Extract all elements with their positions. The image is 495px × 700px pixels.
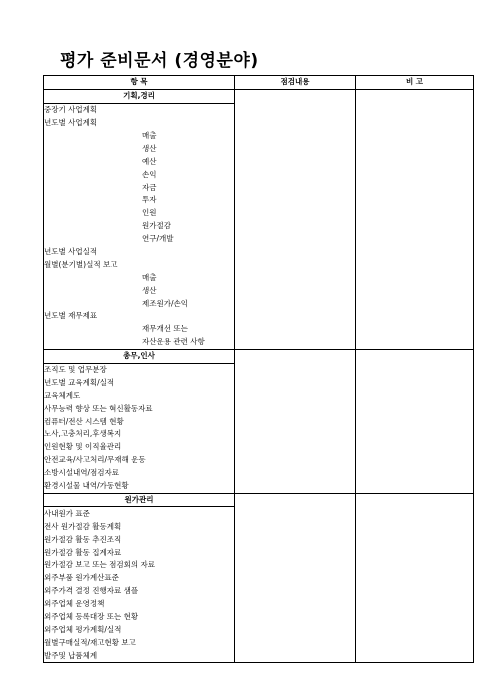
item-label: 원가절감 활동 추진조직 [44, 533, 235, 546]
page-title: 평가 준비문서 (경영분야) [60, 51, 259, 71]
sub-item-label: 손익 [44, 168, 235, 181]
item-label: 중장기 사업계획 [44, 103, 235, 116]
sub-item-label: 연구/개발 [44, 233, 235, 246]
section-header-row [44, 349, 474, 363]
item-label: 년도별 사업실적 [44, 246, 235, 259]
item-label: 외주업체 등록대장 또는 현황 [44, 611, 235, 624]
sub-item-label: 예산 [44, 155, 235, 168]
column-header-item: 항 목 [44, 76, 235, 90]
item-label: 교육체계도 [44, 389, 235, 402]
item-label: 환경시설물 내역/가동현황 [44, 480, 235, 493]
item-label: 월별(분기별)실적 보고 [44, 258, 235, 271]
check-cell [235, 349, 356, 493]
item-label: 년도별 사업계획 [44, 117, 235, 130]
section-header-row [44, 493, 474, 507]
check-cell [235, 89, 356, 349]
item-label: 인원현황 및 이직율관리 [44, 441, 235, 454]
item-label: 원가절감 보고 또는 점검회의 자료 [44, 559, 235, 572]
section-title: 총무,인사 [44, 349, 235, 363]
section-title: 기획,경리 [44, 89, 235, 103]
item-label: 외주업체 운영정책 [44, 598, 235, 611]
item-label: 외주가격 결정 진행자료 샘플 [44, 585, 235, 598]
section-header-row [44, 89, 474, 103]
item-label: 외주부품 원가계산표준 [44, 572, 235, 585]
sub-item-label: 생산 [44, 142, 235, 155]
item-label: 외주업체 평가계획/실적 [44, 623, 235, 636]
section-title: 원가관리 [44, 493, 235, 507]
table-body [44, 89, 474, 662]
item-label: 년도별 재무제표 [44, 310, 235, 323]
sub-item-label: 자금 [44, 181, 235, 194]
item-label: 사무능력 향상 또는 혁신활동자료 [44, 402, 235, 415]
item-label: 발주및 납품체계 [44, 649, 235, 662]
column-header-check: 점검내용 [235, 76, 356, 90]
header-row [44, 76, 474, 90]
sub-item-label: 자산운용 관련 사항 [44, 336, 235, 349]
sub-item-label: 원가절감 [44, 220, 235, 233]
item-label: 안전교육/사고처리/무재해 운동 [44, 454, 235, 467]
item-label: 년도별 교육계획/실적 [44, 376, 235, 389]
item-label: 전사 원가절감 활동계획 [44, 520, 235, 533]
sub-item-label: 매출 [44, 130, 235, 143]
note-cell [356, 349, 474, 493]
note-cell [356, 493, 474, 663]
sub-item-label: 재무개선 또는 [44, 323, 235, 336]
item-label: 사내원가 표준 [44, 507, 235, 520]
item-label: 원가절감 활동 집계자료 [44, 546, 235, 559]
sub-item-label: 인원 [44, 207, 235, 220]
check-cell [235, 493, 356, 663]
evaluation-table [43, 75, 474, 663]
note-cell [356, 89, 474, 349]
column-header-note: 비 고 [356, 76, 474, 90]
item-label: 소방시설내역/점검자료 [44, 467, 235, 480]
sub-item-label: 제조원가/손익 [44, 297, 235, 310]
sub-item-label: 생산 [44, 284, 235, 297]
item-label: 조직도 및 업무분장 [44, 363, 235, 376]
item-label: 노사,고충처리,후생복지 [44, 428, 235, 441]
sub-item-label: 매출 [44, 271, 235, 284]
item-label: 월별구매실적/재고현황 보고 [44, 636, 235, 649]
sub-item-label: 투자 [44, 194, 235, 207]
item-label: 컴퓨터/전산 시스템 현황 [44, 415, 235, 428]
